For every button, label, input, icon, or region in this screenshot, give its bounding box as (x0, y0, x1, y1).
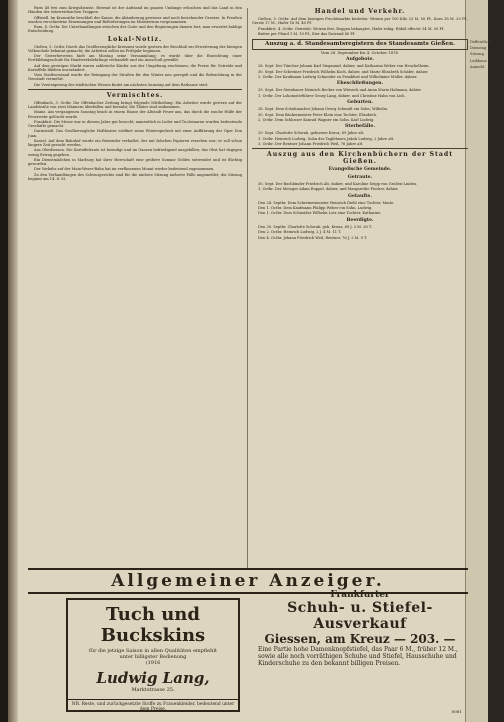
next-page-edge (465, 0, 493, 722)
aufgebote-entry: 30. Sept. Der Schreiner Friedrich Wilhelm Koch, dahier, und Marie Elisabeth Schäfer, dahier. (258, 69, 429, 74)
ad-headline: Tuch und Buckskins (100, 604, 206, 646)
merchant-name: Ludwig Lang, (96, 669, 210, 687)
column-divider (247, 8, 248, 568)
allgemeiner-anzeiger-heading: Allgemeiner Anzeiger. (28, 568, 468, 594)
standesamt-period: Vom 28. September bis 4. October 1876. (320, 49, 400, 55)
beerdigte-entry: Den 4. Octbr. Johann Friedrich Weil, Rentner, 76 J. 2 M. 9 T. (258, 235, 368, 240)
evangelische-gemeinde-heading: Evangelische Gemeinde. (328, 167, 392, 173)
section-rule (28, 89, 242, 90)
fragment-word: Sitzung (470, 52, 484, 57)
book-binding (0, 0, 8, 722)
lokal-paragraph: Der Gewerbeverein hielt am Montag seine Versammlung; es wurde über die Einrichtung einer Fortbildungsschule für Handwerkslehrlinge verhandelt und ein Ausschuß gewählt. (28, 54, 242, 63)
ad-footnote: NB. Reste, und zurückgesetzte Stoffe zu Frauenkleider, bedeutend unter dem Preise. (68, 699, 238, 712)
aufgebote-entry: 28. Sept. Der Tüncher Johann Karl Siegmund, dahier, und Katharina Weber von Heuchelheim. (258, 64, 430, 69)
sterbefaelle-entry: 29. Sept. Charlotte Schwab, geborene Kreuz, 69 Jahre alt. (258, 131, 365, 136)
vermischtes-paragraph: Aus Oberhessen. Die Kartoffelernte ist beendigt und im Ganzen befriedigend ausgefallen; das Obst hat dagegen wenig Ertrag gegeben. (28, 148, 242, 157)
intro-paragraph: Offiziell. Im Kronrathe beschloß der Kaiser, die Abänderung gewisser und noch bestehender Gesetze. In Preußen wurden verschiedene Ernennungen und Beförderungen im Ministerium vorgenommen. (28, 15, 242, 24)
lokal-paragraph: Vom Stadtvorstand wurde die Reinigung der Straßen für den Winter neu geregelt und die Beleuchtung in der Neustadt vermehrt. (28, 73, 242, 82)
sterbefaelle-heading: Sterbefälle. (345, 124, 375, 130)
ad-text: sowie alle noch vorräthigen Schuhe und Stiefel, Hausschuhe und Kinderschuhe zu den bekannt billigen Preisen. (258, 653, 457, 668)
handel-heading: Handel und Verkehr. (314, 8, 406, 15)
beerdigte-entry: Den 30. Septbr. Charlotte Schwab, geb. Kreuz, 69 J. 5 M. 28 T. (258, 225, 372, 230)
beerdigte-entry: Den 2. Octbr. Heinrich Ludwig, 2 J. 4 M. 11 T. (258, 230, 342, 235)
fragment-word: Anmeld. (470, 64, 486, 69)
handel-paragraph: Frankfurt, 4. Octbr. Getreide: Weizen fest, Roggen behauptet, Hafer ruhig. Rüböl effectiv 34 M. 50 Pf. (258, 26, 445, 31)
vermischtes-paragraph: Zu den Verhandlungen des Schwurgerichts sind für die nächste Sitzung mehrere Fälle angemeldet; die Sitzung beginnt am 14. d. M. (28, 172, 242, 181)
ad-line: unter billigster Bedienung (119, 654, 187, 660)
kirchenbuecher-heading: Auszug aus den Kirchenbüchern der Stadt Gießen. (266, 151, 454, 166)
newspaper-page (8, 0, 493, 722)
ad-city: Frankfurter (330, 590, 390, 600)
next-page-fragment (470, 40, 493, 69)
right-column (252, 6, 468, 241)
intro-paragraph: Paris 48 frei zum Kriegsdienste. Hiermit ist der Aufstand im ganzen Umfange erloschen und das Land in den Händen der österreichischen Truppen. (28, 6, 242, 15)
sterbefaelle-entry: 1. Octbr. Heinrich Ludwig, Sohn des Taglöhners Jakob Ludwig, 2 Jahre alt. (258, 136, 395, 141)
ad-text: Eine Partie hohe Damenknopfstiefel, das Paar 6 M., früher 12 M., (258, 646, 458, 653)
vermischtes-paragraph: Mainz. Am vergangenen Sonntag brach in einem Hause der Altstadt Feuer aus, das durch die rasche Hülfe der Feuerwehr gelöscht wurde. (28, 110, 242, 119)
aufgebote-heading: Aufgebote. (346, 56, 374, 62)
lokal-notiz-heading: Lokal-Notiz. (107, 35, 163, 43)
getraute-entry: 1. Octbr. Der Metzger Adam Ruppel, dahier, und Margarethe Fischer, dahier. (258, 187, 399, 192)
aufgebote-entry: 2. Octbr. Der Kaufmann Ludwig Schneider zu Frankfurt und Wilhelmine Müller, dahier. (258, 74, 418, 79)
getaufte-entry: Den 1. Octbr. Dem Schneider Wilhelm Lotz eine Tochter, Katharine. (258, 211, 382, 216)
lokal-paragraph: Auf dem gestrigen Markt waren zahlreiche Käufer aus der Umgebung erschienen; die Preise für Getreide und Kartoffeln blieben unverändert. (28, 63, 242, 72)
ad-number: (1916 (145, 660, 161, 666)
handel-paragraph: Gießen, 5. Octbr. Auf dem heutigen Fruchtmarkte kosteten: Weizen per 100 Kilo 23 M. 50 Pf., Korn 18 M. 20 Pf., Gerste 17 M., Hafer 16 M. 40 Pf. (252, 17, 468, 26)
getraute-heading: Getraute. (347, 174, 373, 180)
merchant-address: Marktstrasse 25. (131, 687, 175, 693)
geburten-entry: 30. Sept. Dem Bäckermeister Peter Klein eine Tochter, Elisabeth. (258, 112, 378, 117)
getraute-entry: 30. Sept. Der Buchbinder Friedrich Alt, dahier, und Karoline Seipp von Großen-Linden. (258, 182, 418, 187)
schuh-stiefel-advertisement (252, 590, 468, 668)
left-column (28, 6, 242, 182)
vermischtes-paragraph: Kassel. Auf dem Bahnhof wurde ein Reisender verhaftet, der mit falschen Papieren versehen war; er soll schon längere Zeit gesucht werden. (28, 138, 242, 147)
section-rule (252, 148, 468, 149)
fragment-word: Leihhaus (470, 58, 487, 63)
page-gutter-shadow (8, 0, 18, 722)
geburten-entry: 2. Octbr. Dem Schlosser Konrad Wagner ein Sohn, Karl Ludwig. (258, 117, 375, 122)
vermischtes-paragraph: Offenbach, 3. Octbr. Die Offenbacher Zeitung bringt folgende Mittheilung: Ein Arbeiter wurde gestern auf der Landstraße von zwei Männern überfallen und beraubt; die Thäter sind entkommen. (28, 100, 242, 109)
intro-paragraph: Rom, 4. Octbr. Die Unterhandlungen zwischen der Curie und den Regierungen dauern fort; man erwartet baldige Entscheidung. (28, 25, 242, 34)
lokal-paragraph: Gießen, 5. Octbr. Durch das Großherzogliche Kreisamt wurde gestern der Beschluß zur Erweiterung der hiesigen Volksschule bekannt gemacht; die Arbeiten sollen im Frühjahr beginnen. (28, 44, 242, 53)
getaufte-entry: Den 1. Octbr. Dem Kaufmann Philipp Weber ein Sohn, Ludwig. (258, 206, 373, 211)
sterbefaelle-entry: 3. Octbr. Der Rentner Johann Friedrich Weil, 76 Jahre alt. (258, 141, 364, 146)
geburten-heading: Geburten. (347, 99, 373, 105)
getaufte-entry: Den 24. Septbr. Dem Schreinermeister Heinrich Diehl eine Tochter, Marie. (258, 200, 395, 205)
lokal-paragraph: Die Versteigerung der städtischen Wiesen findet am nächsten Samstag auf dem Rathause statt. (34, 82, 209, 87)
geburten-entry: 28. Sept. Dem Schuhmacher Johann Georg Schmidt ein Sohn, Wilhelm. (258, 107, 389, 112)
vermischtes-paragraph: Frankfurt. Die Messe war in diesem Jahre gut besucht; namentlich in Leder und Tuchwaaren wurden bedeutende Geschäfte gemacht. (28, 119, 242, 128)
standesamt-heading: Auszug a. d. Standesamtsregistern des Standesamts Gießen. (252, 39, 468, 50)
tuch-buckskins-advertisement (66, 598, 240, 712)
ehe-entry: 29. Sept. Der Steinhauer Heinrich Becker von Wieseck und Anna Maria Hofmann, dahier. (258, 88, 422, 93)
ehe-entry: 1. Octbr. Der Lokomotivführer Georg Lang, dahier, und Christine Hahn von Lich. (258, 93, 406, 98)
getaufte-heading: Getaufte. (348, 193, 372, 199)
vermischtes-paragraph: Darmstadt. Das Großherzogliche Hoftheater eröffnet seine Winterspielzeit mit einer Aufführung der Oper Don Juan. (28, 129, 242, 138)
ad-location: Giessen, am Kreuz — 203. — (264, 632, 456, 646)
ad-headline: Schuh- u. Stiefel-Ausverkauf (287, 600, 433, 632)
fragment-word: Dienstag (470, 46, 487, 51)
ad-line: für die jetzige Saison in allen Qualitäten empfiehlt (89, 648, 217, 654)
vermischtes-heading: Vermischtes. (106, 91, 164, 99)
vermischtes-paragraph: Ein Dienstmädchen in Marburg hat ihrer Herrschaft eine größere Summe Geldes entwendet und ist flüchtig geworden. (28, 157, 242, 166)
vermischtes-paragraph: Der Verkehr auf der Main-Weser-Bahn hat im verflossenen Monat wieder bedeutend zugenommen. (34, 167, 215, 172)
eheschliessungen-heading: Eheschließungen. (336, 81, 384, 86)
ad-number: 6081 (451, 709, 462, 714)
beerdigte-heading: Beerdigte. (346, 217, 374, 223)
fragment-word: Deffentliche (470, 40, 493, 44)
handel-paragraph: Butter per Pfund 1 M. 10 Pf., Eier das Dutzend 80 Pf. (258, 31, 356, 36)
